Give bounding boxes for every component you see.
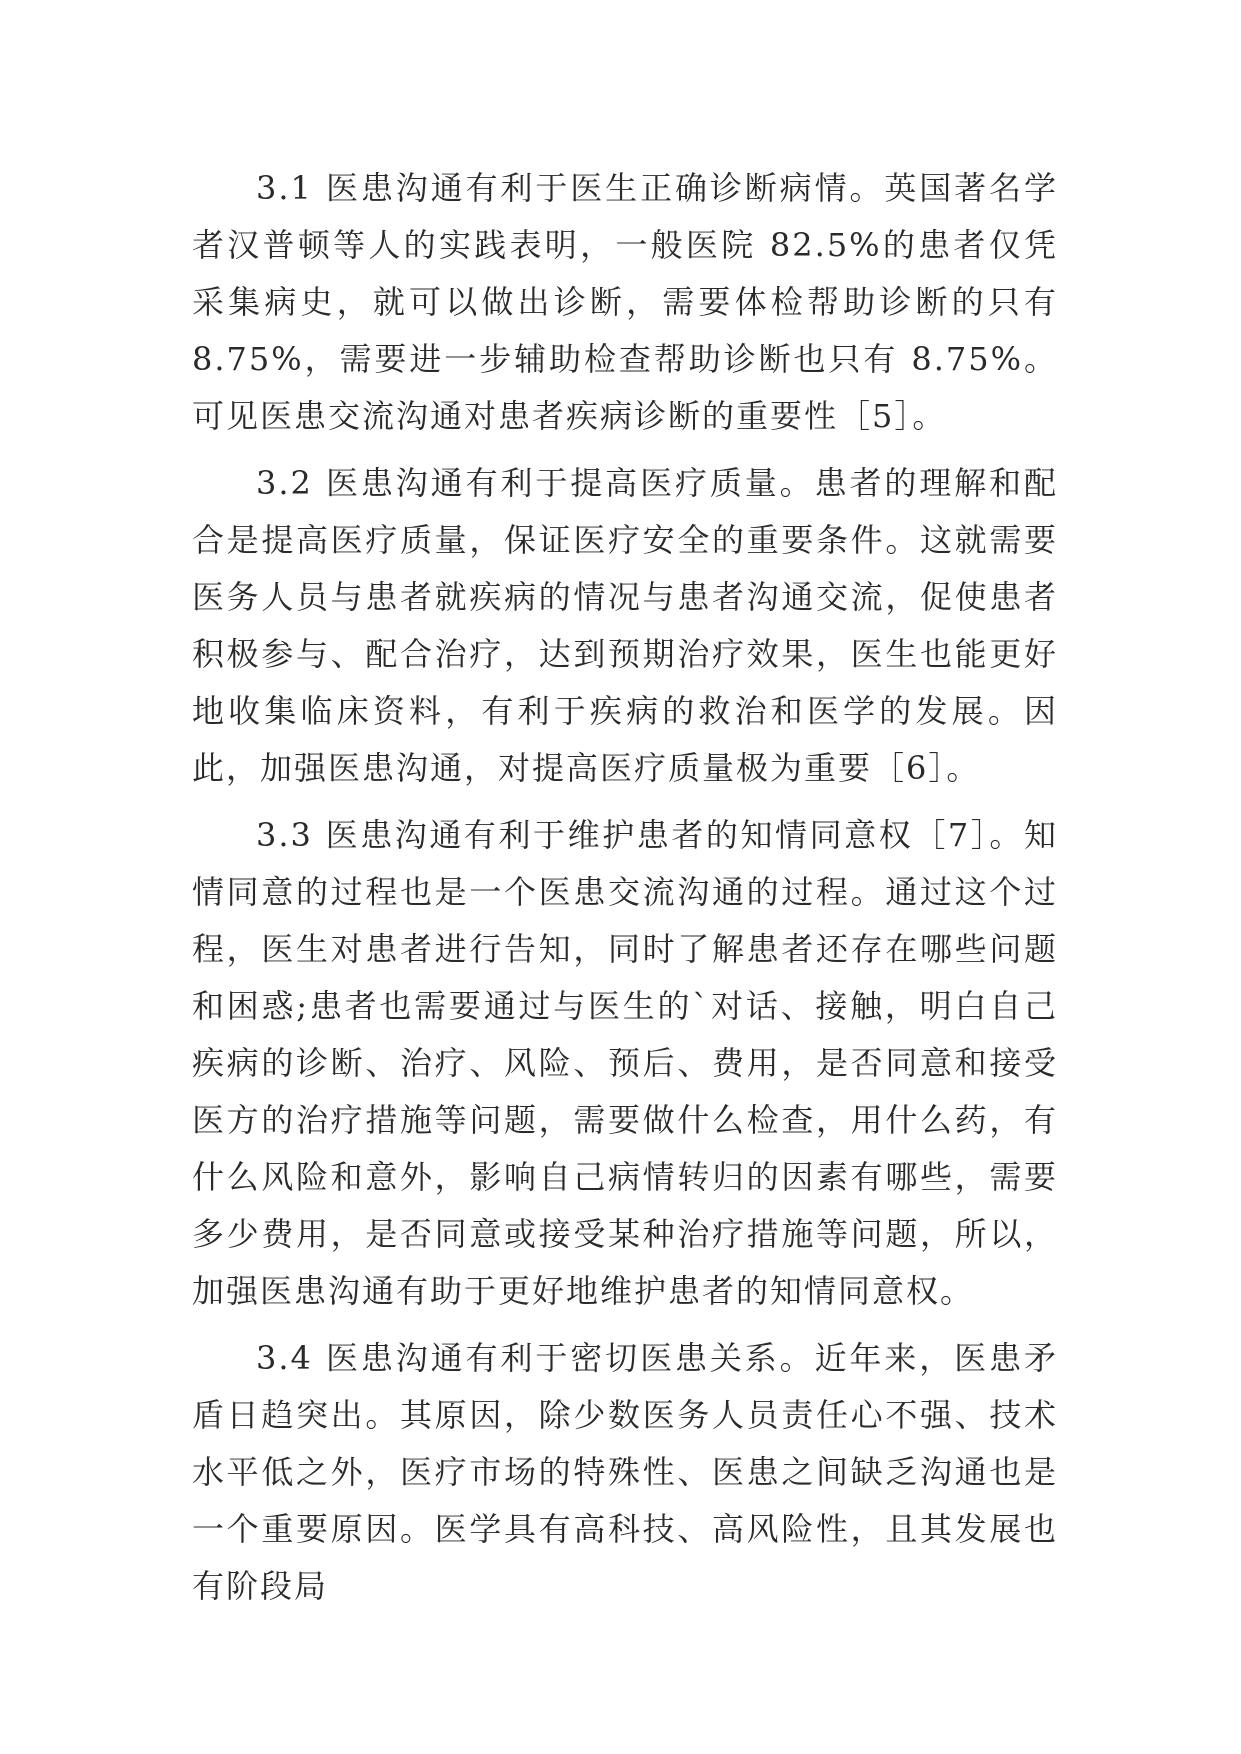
paragraph-3-2: 3.2 医患沟通有利于提高医疗质量。患者的理解和配合是提高医疗质量，保证医疗安全的重要条件。这就需要医务人员与患者就疾病的情况与患者沟通交流，促使患者积极参与、配合治疗，达到预期治疗效果，医生也能更好地收集临床资料，有利于疾病的救治和医学的发展。因此，加强医患沟通，对提高医疗质量极为重要［6］。 [192, 464, 1058, 787]
document-body [192, 160, 1058, 1625]
paragraph-3-1: 3.1 医患沟通有利于医生正确诊断病情。英国著名学者汉普顿等人的实践表明，一般医院 82.5%的患者仅凭采集病史，就可以做出诊断，需要体检帮助诊断的只有 8.75%，需要进一步辅助检查帮助诊断也只有 8.75%。可见医患交流沟通对患者疾病诊断的重要性［5］。 [192, 169, 1058, 435]
paragraph-3-4: 3.4 医患沟通有利于密切医患关系。近年来，医患矛盾日趋突出。其原因，除少数医务人员责任心不强、技术水平低之外，医疗市场的特殊性、医患之间缺乏沟通也是一个重要原因。医学具有高科技、高风险性，且其发展也有阶段局 [192, 1339, 1058, 1605]
paragraph-3-3: 3.3 医患沟通有利于维护患者的知情同意权［7］。知情同意的过程也是一个医患交流沟通的过程。通过这个过程，医生对患者进行告知，同时了解患者还存在哪些问题和困惑;患者也需要通过与医生的`对话、接触，明白自己疾病的诊断、治疗、风险、预后、费用，是否同意和接受医方的治疗措施等问题，需要做什么检查，用什么药，有什么风险和意外，影响自己病情转归的因素有哪些，需要多少费用，是否同意或接受某种治疗措施等问题，所以，加强医患沟通有助于更好地维护患者的知情同意权。 [192, 816, 1058, 1310]
